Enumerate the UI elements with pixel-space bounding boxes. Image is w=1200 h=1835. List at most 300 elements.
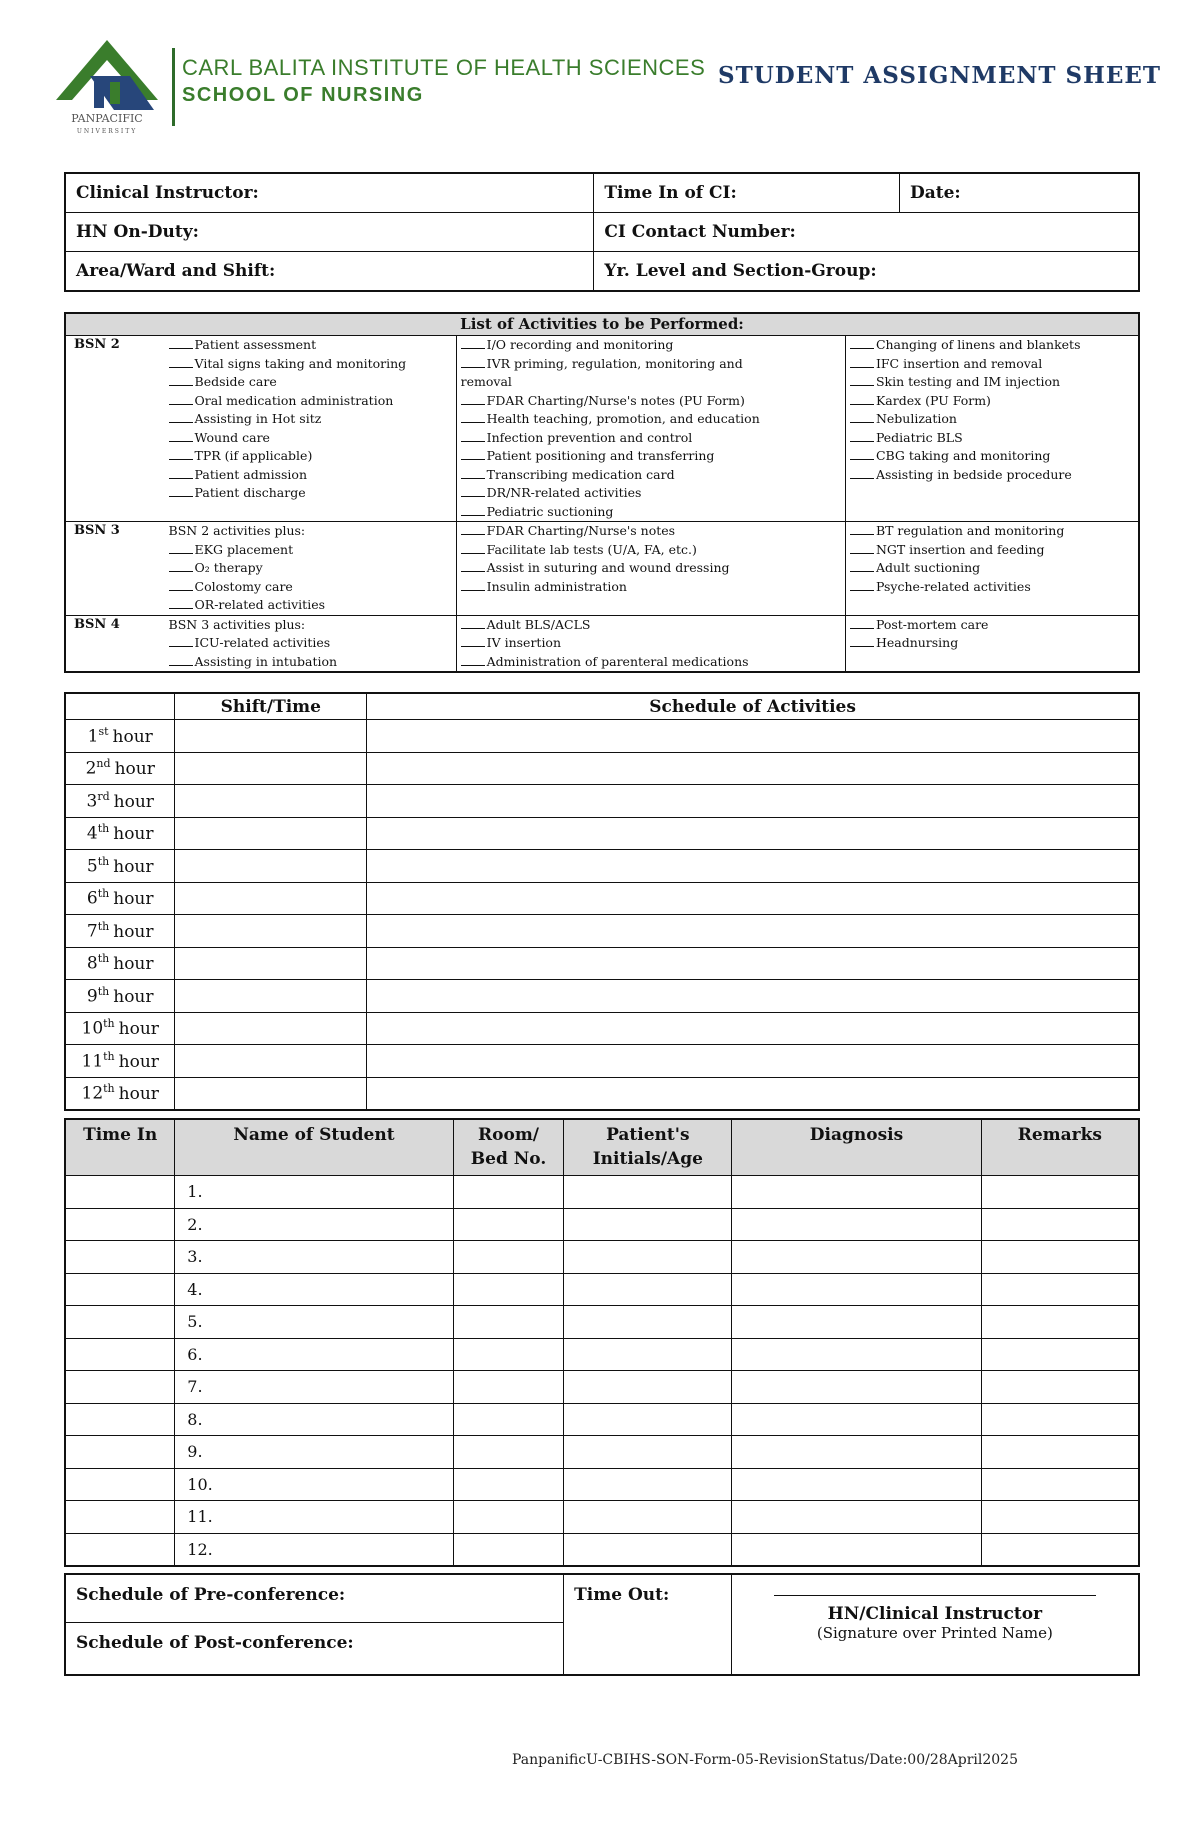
student-cell[interactable] bbox=[732, 1176, 981, 1209]
activity-label: Administration of parenteral medications bbox=[486, 653, 749, 669]
student-row bbox=[65, 1501, 1139, 1534]
checkbox-blank[interactable] bbox=[850, 429, 874, 442]
checkbox-blank[interactable] bbox=[461, 541, 485, 554]
time-out-field[interactable]: Time Out: bbox=[564, 1574, 732, 1675]
student-name-cell[interactable]: 10. bbox=[175, 1468, 453, 1501]
activity-label: Wound care bbox=[194, 429, 270, 445]
schedule-row bbox=[65, 785, 1139, 818]
student-cell[interactable] bbox=[453, 1241, 564, 1274]
checkbox-blank[interactable] bbox=[461, 559, 485, 572]
shift-time-cell[interactable] bbox=[175, 1077, 367, 1110]
student-cell[interactable] bbox=[65, 1501, 175, 1534]
activity-cell[interactable] bbox=[367, 850, 1139, 883]
student-row bbox=[65, 1306, 1139, 1339]
checkbox-blank[interactable] bbox=[461, 522, 485, 535]
student-row bbox=[65, 1176, 1139, 1209]
checkbox-blank[interactable] bbox=[169, 410, 193, 423]
hour-label: 3rd hour bbox=[65, 785, 175, 818]
activity-label: Adult suctioning bbox=[875, 560, 981, 575]
activity-label: Kardex (PU Form) bbox=[875, 392, 991, 408]
activity-label: Changing of linens and blankets bbox=[875, 337, 1081, 352]
activity-item[interactable] bbox=[850, 634, 1134, 653]
activity-item[interactable] bbox=[169, 447, 452, 466]
student-cell[interactable] bbox=[65, 1468, 175, 1501]
activity-cell[interactable] bbox=[367, 882, 1139, 915]
checkbox-blank[interactable] bbox=[169, 355, 193, 368]
student-cell[interactable] bbox=[564, 1306, 732, 1339]
student-cell[interactable] bbox=[65, 1306, 175, 1339]
hour-label: 5th hour bbox=[65, 850, 175, 883]
hour-label: 2nd hour bbox=[65, 752, 175, 785]
activity-item[interactable] bbox=[461, 410, 841, 429]
student-cell[interactable] bbox=[453, 1273, 564, 1306]
student-name-cell[interactable]: 9. bbox=[175, 1436, 453, 1469]
checkbox-blank[interactable] bbox=[169, 336, 193, 349]
activity-item[interactable] bbox=[850, 466, 1134, 485]
student-cell[interactable] bbox=[981, 1306, 1139, 1339]
activity-item[interactable] bbox=[169, 355, 452, 374]
hn-on-duty-field[interactable]: HN On-Duty: bbox=[65, 213, 594, 252]
activity-label: Assisting in Hot sitz bbox=[194, 411, 322, 426]
level-label: BSN 3 bbox=[65, 522, 165, 616]
activity-item[interactable] bbox=[850, 578, 1134, 597]
student-cell[interactable] bbox=[564, 1273, 732, 1306]
header-divider bbox=[172, 48, 175, 126]
activity-label: Pediatric suctioning bbox=[486, 503, 614, 519]
student-cell[interactable] bbox=[564, 1533, 732, 1566]
student-row bbox=[65, 1241, 1139, 1274]
student-cell[interactable] bbox=[981, 1436, 1139, 1469]
student-cell[interactable] bbox=[65, 1273, 175, 1306]
activity-label: Vital signs taking and monitoring bbox=[194, 355, 407, 371]
checkbox-blank[interactable] bbox=[850, 522, 874, 535]
bsn4-col1 bbox=[165, 615, 457, 672]
checkbox-blank[interactable] bbox=[850, 616, 874, 629]
hour-label: 12th hour bbox=[65, 1077, 175, 1110]
pre-conference-field[interactable]: Schedule of Pre-conference: bbox=[65, 1574, 564, 1623]
student-cell[interactable] bbox=[981, 1208, 1139, 1241]
activity-cell[interactable] bbox=[367, 980, 1139, 1013]
schedule-row bbox=[65, 850, 1139, 883]
student-name-cell[interactable]: 7. bbox=[175, 1371, 453, 1404]
checkbox-blank[interactable] bbox=[461, 653, 485, 666]
activity-label: Oral medication administration bbox=[194, 392, 394, 408]
checkbox-blank[interactable] bbox=[169, 447, 193, 460]
student-col-header: Name of Student bbox=[175, 1119, 453, 1176]
student-cell[interactable] bbox=[65, 1176, 175, 1209]
activity-item[interactable] bbox=[169, 373, 452, 392]
activity-item[interactable] bbox=[461, 578, 841, 597]
activity-label: Insulin administration bbox=[486, 578, 627, 594]
shift-time-cell[interactable] bbox=[175, 882, 367, 915]
student-cell[interactable] bbox=[564, 1436, 732, 1469]
activity-cell[interactable] bbox=[367, 817, 1139, 850]
student-cell[interactable] bbox=[732, 1371, 981, 1404]
shift-time-cell[interactable] bbox=[175, 752, 367, 785]
activity-item[interactable] bbox=[850, 410, 1134, 429]
student-cell[interactable] bbox=[453, 1533, 564, 1566]
activity-label: Post-mortem care bbox=[875, 616, 989, 632]
activity-cell[interactable] bbox=[367, 1077, 1139, 1110]
student-cell[interactable] bbox=[732, 1468, 981, 1501]
level-label: BSN 2 bbox=[65, 336, 165, 522]
checkbox-blank[interactable] bbox=[850, 634, 874, 647]
student-col-header: Remarks bbox=[981, 1119, 1139, 1176]
bsn4-col2 bbox=[456, 615, 845, 672]
checkbox-blank[interactable] bbox=[461, 336, 485, 349]
activity-label: Psyche-related activities bbox=[875, 578, 1031, 594]
activity-item[interactable] bbox=[461, 336, 841, 355]
student-cell[interactable] bbox=[732, 1533, 981, 1566]
student-cell[interactable] bbox=[453, 1403, 564, 1436]
student-row bbox=[65, 1273, 1139, 1306]
checkbox-blank[interactable] bbox=[169, 653, 193, 666]
student-cell[interactable] bbox=[453, 1468, 564, 1501]
checkbox-blank[interactable] bbox=[461, 410, 485, 423]
checkbox-blank[interactable] bbox=[850, 336, 874, 349]
activity-label: Adult BLS/ACLS bbox=[486, 616, 591, 632]
activity-label: Bedside care bbox=[194, 374, 277, 389]
activity-item[interactable] bbox=[850, 541, 1134, 560]
bsn3-col2 bbox=[456, 522, 845, 616]
shift-time-cell[interactable] bbox=[175, 785, 367, 818]
hour-label: 8th hour bbox=[65, 947, 175, 980]
activity-intro: BSN 3 activities plus: bbox=[168, 616, 306, 632]
activity-cell[interactable] bbox=[367, 947, 1139, 980]
logo-subtext: UNIVERSITY bbox=[76, 128, 138, 135]
activity-item[interactable] bbox=[169, 410, 452, 429]
student-cell[interactable] bbox=[981, 1241, 1139, 1274]
student-cell[interactable] bbox=[564, 1371, 732, 1404]
student-cell[interactable] bbox=[981, 1468, 1139, 1501]
bsn3-col1 bbox=[165, 522, 457, 616]
activity-item[interactable] bbox=[169, 429, 452, 448]
checkbox-blank[interactable] bbox=[461, 355, 485, 368]
activity-label: Patient discharge bbox=[194, 485, 306, 500]
activity-item[interactable] bbox=[850, 355, 1134, 374]
activity-item[interactable] bbox=[850, 616, 1134, 635]
student-cell[interactable] bbox=[453, 1501, 564, 1534]
student-cell[interactable] bbox=[981, 1371, 1139, 1404]
student-cell[interactable] bbox=[453, 1176, 564, 1209]
checkbox-blank[interactable] bbox=[461, 634, 485, 647]
activity-label: Headnursing bbox=[875, 635, 959, 650]
activity-item[interactable] bbox=[461, 447, 841, 466]
hour-label: 9th hour bbox=[65, 980, 175, 1013]
student-cell[interactable] bbox=[65, 1533, 175, 1566]
activity-label: CBG taking and monitoring bbox=[875, 448, 1051, 463]
student-cell[interactable] bbox=[564, 1208, 732, 1241]
student-cell[interactable] bbox=[981, 1338, 1139, 1371]
bsn3-col3 bbox=[845, 522, 1139, 616]
student-cell[interactable] bbox=[732, 1241, 981, 1274]
checkbox-blank[interactable] bbox=[850, 466, 874, 479]
checkbox-blank[interactable] bbox=[169, 466, 193, 479]
activity-item[interactable] bbox=[461, 484, 841, 503]
activity-item[interactable] bbox=[461, 653, 841, 672]
student-cell[interactable] bbox=[65, 1371, 175, 1404]
student-cell[interactable] bbox=[981, 1403, 1139, 1436]
checkbox-blank[interactable] bbox=[850, 541, 874, 554]
university-logo bbox=[50, 38, 165, 138]
students-table bbox=[64, 1118, 1140, 1567]
student-cell[interactable] bbox=[981, 1176, 1139, 1209]
activity-item[interactable] bbox=[461, 634, 841, 653]
level-label: BSN 4 bbox=[65, 615, 165, 672]
activity-label: Skin testing and IM injection bbox=[875, 374, 1061, 389]
activity-item[interactable] bbox=[169, 466, 452, 485]
student-cell[interactable] bbox=[453, 1371, 564, 1404]
schedule-row bbox=[65, 1045, 1139, 1078]
activity-label: Colostomy care bbox=[194, 578, 293, 594]
student-cell[interactable] bbox=[564, 1403, 732, 1436]
student-cell[interactable] bbox=[732, 1501, 981, 1534]
activity-item[interactable] bbox=[461, 355, 841, 374]
checkbox-blank[interactable] bbox=[169, 596, 193, 609]
checkbox-blank[interactable] bbox=[461, 503, 485, 516]
student-cell[interactable] bbox=[453, 1436, 564, 1469]
student-row bbox=[65, 1468, 1139, 1501]
checkbox-blank[interactable] bbox=[461, 616, 485, 629]
student-name-cell[interactable]: 1. bbox=[175, 1176, 453, 1209]
shift-time-cell[interactable] bbox=[175, 720, 367, 753]
student-row bbox=[65, 1533, 1139, 1566]
hour-label: 6th hour bbox=[65, 882, 175, 915]
student-cell[interactable] bbox=[65, 1241, 175, 1274]
student-cell[interactable] bbox=[564, 1338, 732, 1371]
student-cell[interactable] bbox=[564, 1241, 732, 1274]
student-name-cell[interactable]: 11. bbox=[175, 1501, 453, 1534]
student-cell[interactable] bbox=[65, 1403, 175, 1436]
signature-line bbox=[774, 1595, 1096, 1596]
post-conference-field[interactable]: Schedule of Post-conference: bbox=[65, 1623, 564, 1676]
activity-item[interactable] bbox=[461, 559, 841, 578]
checkbox-blank[interactable] bbox=[461, 578, 485, 591]
institute-name: CARL BALITA INSTITUTE OF HEALTH SCIENCES bbox=[182, 55, 706, 80]
activity-item[interactable] bbox=[169, 578, 452, 597]
activity-item[interactable] bbox=[461, 392, 841, 411]
activity-label: Facilitate lab tests (U/A, FA, etc.) bbox=[486, 541, 697, 557]
activity-item[interactable] bbox=[169, 541, 452, 560]
schedule-row bbox=[65, 1077, 1139, 1110]
checkbox-blank[interactable] bbox=[461, 466, 485, 479]
student-cell[interactable] bbox=[65, 1338, 175, 1371]
activity-label: Transcribing medication card bbox=[486, 466, 675, 482]
activity-label: removal bbox=[460, 374, 512, 389]
student-name-cell[interactable]: 12. bbox=[175, 1533, 453, 1566]
shift-time-cell[interactable] bbox=[175, 1045, 367, 1078]
instructor-info-table bbox=[64, 172, 1140, 292]
activity-item[interactable] bbox=[461, 522, 841, 541]
student-cell[interactable] bbox=[453, 1306, 564, 1339]
checkbox-blank[interactable] bbox=[169, 634, 193, 647]
schedule-row bbox=[65, 752, 1139, 785]
activity-item[interactable] bbox=[169, 634, 452, 653]
shift-time-cell[interactable] bbox=[175, 817, 367, 850]
date-field[interactable]: Date: bbox=[899, 173, 1139, 213]
student-cell[interactable] bbox=[65, 1436, 175, 1469]
student-name-cell[interactable]: 4. bbox=[175, 1273, 453, 1306]
activity-item[interactable] bbox=[461, 616, 841, 635]
schedule-activities-header: Schedule of Activities bbox=[367, 693, 1139, 720]
school-name: SCHOOL OF NURSING bbox=[182, 84, 424, 106]
activity-label: O₂ therapy bbox=[194, 560, 263, 575]
activity-item[interactable] bbox=[850, 447, 1134, 466]
shift-time-cell[interactable] bbox=[175, 1012, 367, 1045]
activity-label: FDAR Charting/Nurse's notes (PU Form) bbox=[486, 392, 745, 408]
student-col-header: Patient's Initials/Age bbox=[564, 1119, 732, 1176]
activity-item[interactable] bbox=[169, 336, 452, 355]
checkbox-blank[interactable] bbox=[461, 447, 485, 460]
checkbox-blank[interactable] bbox=[850, 410, 874, 423]
activity-label: DR/NR-related activities bbox=[486, 485, 642, 500]
activity-label: Assisting in bedside procedure bbox=[875, 466, 1072, 482]
activity-label: Pediatric BLS bbox=[875, 429, 963, 445]
activity-cell[interactable] bbox=[367, 915, 1139, 948]
activity-item[interactable] bbox=[850, 392, 1134, 411]
activity-label: IV insertion bbox=[486, 635, 562, 650]
activity-item[interactable] bbox=[169, 653, 452, 672]
activity-item[interactable] bbox=[850, 429, 1134, 448]
activity-label: Infection prevention and control bbox=[486, 429, 693, 445]
student-name-cell[interactable]: 2. bbox=[175, 1208, 453, 1241]
student-cell[interactable] bbox=[732, 1306, 981, 1339]
activity-label: IVR priming, regulation, monitoring and bbox=[486, 355, 743, 371]
student-cell[interactable] bbox=[981, 1501, 1139, 1534]
activity-label: Patient positioning and transferring bbox=[486, 448, 715, 463]
checkbox-blank[interactable] bbox=[169, 373, 193, 386]
student-cell[interactable] bbox=[453, 1338, 564, 1371]
activity-label: BT regulation and monitoring bbox=[875, 523, 1065, 538]
student-cell[interactable] bbox=[732, 1338, 981, 1371]
activity-label: Patient admission bbox=[194, 466, 308, 482]
checkbox-blank[interactable] bbox=[850, 447, 874, 460]
checkbox-blank[interactable] bbox=[169, 578, 193, 591]
activity-item[interactable] bbox=[169, 484, 452, 503]
student-row bbox=[65, 1403, 1139, 1436]
student-cell[interactable] bbox=[732, 1436, 981, 1469]
student-name-cell[interactable]: 3. bbox=[175, 1241, 453, 1274]
student-cell[interactable] bbox=[732, 1208, 981, 1241]
checkbox-blank[interactable] bbox=[169, 429, 193, 442]
checkbox-blank[interactable] bbox=[461, 429, 485, 442]
activity-item[interactable] bbox=[461, 466, 841, 485]
student-cell[interactable] bbox=[981, 1273, 1139, 1306]
student-col-header: Diagnosis bbox=[732, 1119, 981, 1176]
activity-item[interactable] bbox=[850, 522, 1134, 541]
shift-time-cell[interactable] bbox=[175, 850, 367, 883]
activity-label: I/O recording and monitoring bbox=[486, 337, 674, 352]
student-name-cell[interactable]: 8. bbox=[175, 1403, 453, 1436]
activity-cell[interactable] bbox=[367, 1012, 1139, 1045]
activity-label: NGT insertion and feeding bbox=[875, 541, 1045, 557]
checkbox-blank[interactable] bbox=[850, 578, 874, 591]
student-row bbox=[65, 1338, 1139, 1371]
shift-time-cell[interactable] bbox=[175, 947, 367, 980]
activity-label: Assisting in intubation bbox=[194, 653, 338, 669]
activity-cell[interactable] bbox=[367, 785, 1139, 818]
checkbox-blank[interactable] bbox=[850, 392, 874, 405]
schedule-row bbox=[65, 882, 1139, 915]
schedule-row bbox=[65, 947, 1139, 980]
checkbox-blank[interactable] bbox=[169, 392, 193, 405]
signature-block[interactable] bbox=[731, 1574, 1139, 1675]
checkbox-blank[interactable] bbox=[169, 484, 193, 497]
schedule-row bbox=[65, 720, 1139, 753]
student-col-header: Room/ Bed No. bbox=[453, 1119, 564, 1176]
activity-item[interactable] bbox=[461, 429, 841, 448]
activity-item[interactable] bbox=[461, 541, 841, 560]
schedule-row bbox=[65, 980, 1139, 1013]
activity-cell[interactable] bbox=[367, 752, 1139, 785]
form-title: STUDENT ASSIGNMENT SHEET bbox=[718, 62, 1162, 89]
activity-item[interactable] bbox=[850, 336, 1134, 355]
activity-item[interactable] bbox=[461, 503, 841, 522]
student-cell[interactable] bbox=[453, 1208, 564, 1241]
shift-time-cell[interactable] bbox=[175, 980, 367, 1013]
activity-label: FDAR Charting/Nurse's notes bbox=[486, 523, 676, 538]
activity-item[interactable] bbox=[169, 392, 452, 411]
student-cell[interactable] bbox=[981, 1533, 1139, 1566]
activity-item[interactable] bbox=[850, 559, 1134, 578]
student-cell[interactable] bbox=[732, 1273, 981, 1306]
student-cell[interactable] bbox=[732, 1403, 981, 1436]
signature-title: HN/Clinical Instructor bbox=[827, 1604, 1043, 1624]
activity-item[interactable] bbox=[461, 373, 841, 392]
yr-level-field[interactable]: Yr. Level and Section-Group: bbox=[594, 252, 1139, 292]
activity-cell[interactable] bbox=[367, 1045, 1139, 1078]
activity-label: Nebulization bbox=[875, 411, 957, 426]
activity-label: EKG placement bbox=[194, 541, 294, 557]
checkbox-blank[interactable] bbox=[850, 559, 874, 572]
checkbox-blank[interactable] bbox=[461, 484, 485, 497]
clinical-instructor-field[interactable]: Clinical Instructor: bbox=[65, 173, 594, 213]
ci-contact-field[interactable]: CI Contact Number: bbox=[594, 213, 1139, 252]
checkbox-blank[interactable] bbox=[169, 559, 193, 572]
student-row bbox=[65, 1436, 1139, 1469]
signature-subtitle: (Signature over Printed Name) bbox=[816, 1624, 1053, 1642]
student-name-cell[interactable]: 6. bbox=[175, 1338, 453, 1371]
hour-label: 1st hour bbox=[65, 720, 175, 753]
student-cell[interactable] bbox=[65, 1208, 175, 1241]
checkbox-blank[interactable] bbox=[850, 355, 874, 368]
activity-item[interactable] bbox=[169, 596, 452, 615]
student-cell[interactable] bbox=[564, 1468, 732, 1501]
activity-cell[interactable] bbox=[367, 720, 1139, 753]
checkbox-blank[interactable] bbox=[850, 373, 874, 386]
student-cell[interactable] bbox=[564, 1501, 732, 1534]
bsn2-col3 bbox=[845, 336, 1139, 522]
activity-label: OR-related activities bbox=[194, 597, 325, 612]
schedule-table bbox=[64, 692, 1140, 1111]
schedule-row bbox=[65, 915, 1139, 948]
hour-label: 4th hour bbox=[65, 817, 175, 850]
activity-item[interactable] bbox=[169, 559, 452, 578]
checkbox-blank[interactable] bbox=[169, 541, 193, 554]
hour-label: 7th hour bbox=[65, 915, 175, 948]
schedule-row bbox=[65, 1012, 1139, 1045]
student-row bbox=[65, 1371, 1139, 1404]
student-col-header: Time In bbox=[65, 1119, 175, 1176]
shift-time-cell[interactable] bbox=[175, 915, 367, 948]
form-code-footer: PanpanificU-CBIHS-SON-Form-05-RevisionStatus/Date:00/28April2025 bbox=[512, 1752, 1018, 1768]
activity-item[interactable] bbox=[850, 373, 1134, 392]
checkbox-blank[interactable] bbox=[461, 392, 485, 405]
area-ward-field[interactable]: Area/Ward and Shift: bbox=[65, 252, 594, 292]
time-in-ci-field[interactable]: Time In of CI: bbox=[594, 173, 900, 213]
student-name-cell[interactable]: 5. bbox=[175, 1306, 453, 1339]
student-cell[interactable] bbox=[564, 1176, 732, 1209]
